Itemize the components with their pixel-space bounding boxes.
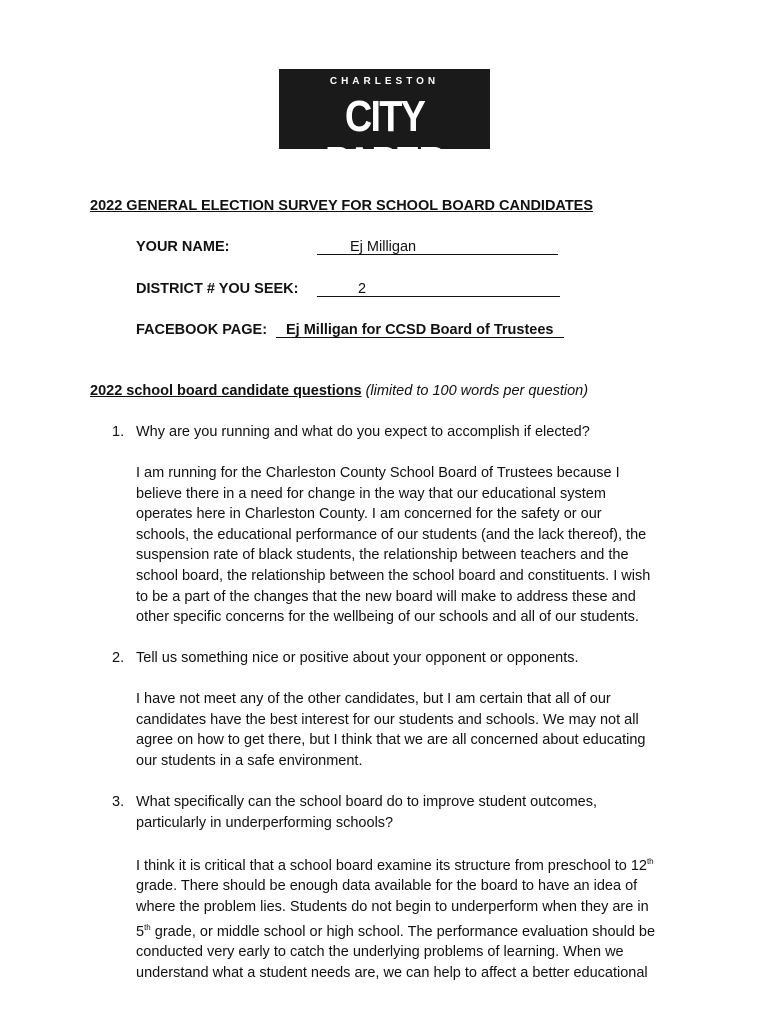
answer-3-line-4-sup: th [144, 922, 151, 932]
answer-3-line-6: understand what a student needs are, we can help to affect a better educational [136, 964, 648, 981]
answer-3-line-5: conducted very early to catch the underlying problems of learning. When we [136, 944, 624, 961]
district-label: DISTRICT # YOU SEEK: [136, 281, 299, 297]
question-3-number: 3. [112, 794, 125, 810]
section-heading: 2022 school board candidate questions [90, 383, 362, 399]
facebook-value: Ej Milligan for CCSD Board of Trustees [286, 322, 554, 338]
question-1-number: 1. [112, 424, 125, 440]
city-paper-logo [279, 69, 490, 187]
answer-3-line-4-post: grade, or middle school or high school. The performance evaluation should be [150, 923, 656, 940]
name-value: Ej Milligan [350, 239, 417, 255]
question-3-text: What specifically can the school board do to improve student outcomes, particularly in underperforming schools? [136, 794, 598, 831]
survey-title: 2022 GENERAL ELECTION SURVEY FOR SCHOOL BOARD CANDIDATES [90, 198, 594, 214]
question-2-text: Tell us something nice or positive about your opponent or opponents. [136, 650, 579, 666]
question-1-text: Why are you running and what do you expect to accomplish if elected? [136, 424, 590, 440]
section-heading-row [90, 381, 588, 401]
answer-3-line-2: grade. There should be enough data available for the board to have an idea of [136, 878, 638, 895]
answer-3-line-1-sup: th [646, 857, 654, 866]
answer-1: I am running for the Charleston County School Board of Trustees because I believe there in a need for change in the way that our educational system operates here in Charleston County. I am concerned for the safety or our schools, the educational performance of our students (and the lack thereof), the suspension rate of black students, the relationship between teachers and the school board, the relationship between the school board and constituents. I wish to be a part of the changes that the new board will make to address these and other specific concerns for the wellbeing of our schools and all of our students. [136, 465, 651, 626]
name-label: YOUR NAME: [136, 239, 230, 255]
district-underline [317, 296, 560, 297]
answer-3-line-3: where the problem lies. Students do not begin to underperform when they are in [136, 899, 649, 916]
logo-main-text: CITY PAPER [325, 92, 444, 187]
answer-3 [136, 852, 696, 983]
answer-2: I have not meet any of the other candidates, but I am certain that all of our candidates have the best interest for our students and schools. We may not all agree on how to get there, but I think that we are all concerned about educating our students in a safe environment. [136, 691, 646, 769]
facebook-label: FACEBOOK PAGE: [136, 322, 268, 338]
logo-top-text: CHARLESTON [329, 76, 440, 87]
district-value: 2 [358, 281, 367, 297]
question-2-number: 2. [112, 650, 125, 666]
section-note: (limited to 100 words per question) [365, 383, 589, 399]
answer-3-line-1: I think it is critical that a school board examine its structure from preschool to 12 [136, 857, 647, 874]
answer-3-line-4-pre: 5 [136, 923, 145, 940]
